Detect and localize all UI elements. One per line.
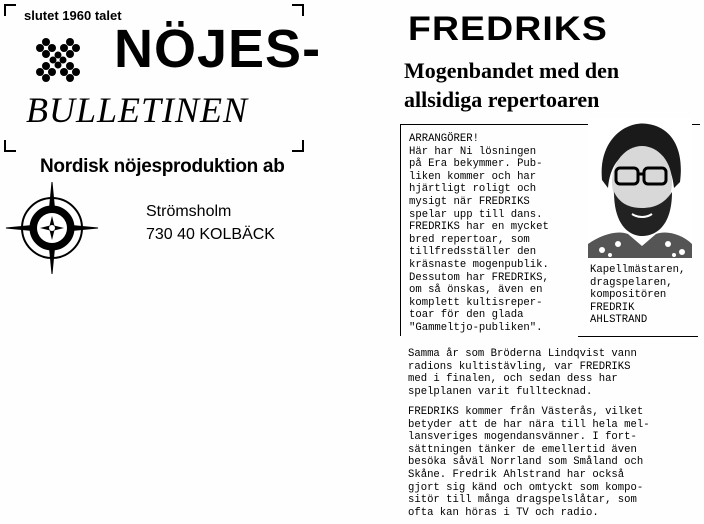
corner-mark-top-left	[4, 4, 16, 16]
corner-mark-bottom-right	[292, 140, 304, 152]
flower-cluster-icon	[34, 36, 82, 84]
rule-bottom	[578, 336, 698, 337]
address-line1: Strömsholm	[146, 203, 232, 220]
portrait-photo	[588, 118, 692, 258]
corner-mark-top-right	[292, 4, 304, 16]
corner-mark-bottom-left	[4, 140, 16, 152]
photo-caption: Kapellmästaren, dragspelaren, kompositören FREDRIK AHLSTRAND	[590, 264, 686, 327]
company-name: Nordisk nöjesproduktion ab	[40, 156, 285, 177]
bulletin-title-line2: BULLETINEN	[26, 90, 249, 130]
era-note: slutet 1960 talet	[24, 8, 122, 23]
bulletin-title-line1: NÖJES-	[114, 19, 322, 79]
address-line2: 730 40 KOLBÄCK	[146, 226, 275, 243]
band-name-title: FREDRIKS	[408, 10, 608, 48]
article-headline: Mogenbandet med den allsidiga repertoaren	[404, 58, 620, 112]
intro-text: ARRANGÖRER! Här har Ni lösningen på Era bekymmer. Pub- liken kommer och har hjärtligt roligt och mysigt när FREDRIKS spelar upp till dans. FREDRIKS har en mycket bred repertoar, som tillfredsställer den kräsnaste mogenpublik. Dessutom har FREDRIKS, om så önskas, även en komplett kultisreper- toar för den glada "Gammeltjo-publiken".	[409, 133, 549, 334]
compass-rose-icon	[4, 180, 100, 276]
rule-left	[400, 124, 401, 336]
article-paragraph-2: Samma år som Bröderna Lindqvist vann radions kultistävling, var FREDRIKS med i finalen, och sedan dess har spelplanen varit fulltecknad.	[408, 348, 637, 398]
article-paragraph-3: FREDRIKS kommer från Västerås, vilket betyder att de har nära till hela mel- lansveriges mogendansvänner. I fort- sättningen tänker de emellertid även besöka såväl Norrland som Småland och Skåne. Fredrik Ahlstrand har också gjort sig känd och omtyckt som kompo- sitör till många dragspelslåtar, som ofta kan höras i TV och radio.	[408, 406, 650, 519]
